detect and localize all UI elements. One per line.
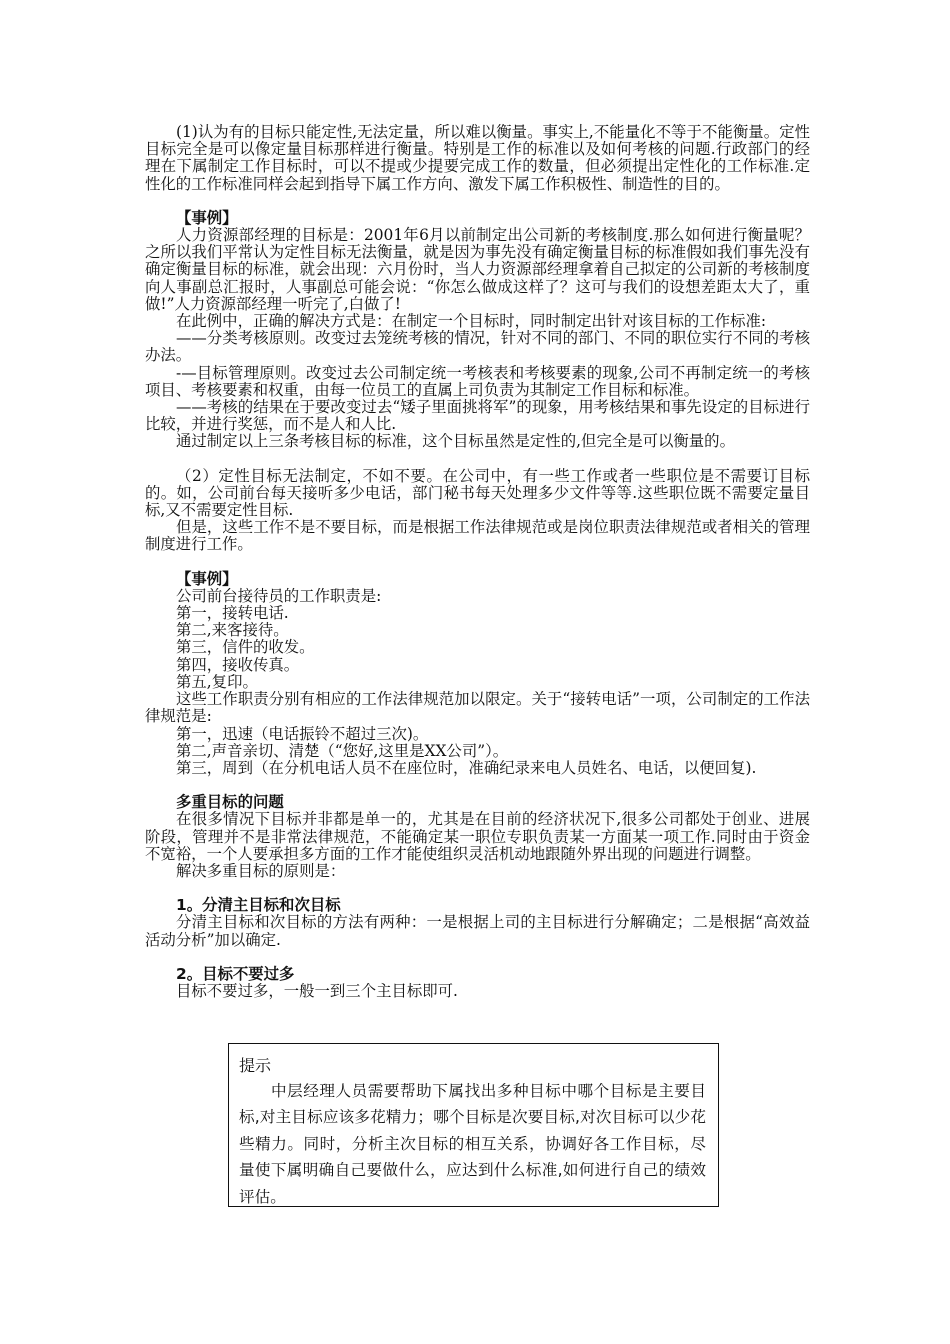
multi-goal-heading: 多重目标的问题 [176, 793, 284, 812]
rule-item: 第三，周到（在分机电话人员不在座位时，准确纪录来电人员姓名、电话，以便回复). [176, 758, 757, 777]
multi-goal-para1: 在很多情况下目标并非都是单一的，尤其是在目前的经济状况下,很多公司都处于创业、进展阶段，管理并不是非常法律规范，不能确定某一职位专职负责某一方面某一项工作.同时由于资金不宽裕，一个人要承担多方面的工作才能使组织灵活机动地跟随外界出现的问题进行调整。 [145, 810, 810, 863]
principle-2-heading: 2。目标不要过多 [176, 964, 295, 983]
example1-para2: 在此例中，正确的解决方式是：在制定一个目标时，同时制定出针对该目标的工作标准: [176, 312, 767, 331]
rule-item: 第二,声音亲切、清楚（“您好,这里是XX公司”）。 [176, 741, 509, 760]
tip-title: 提示 [239, 1056, 272, 1075]
example1-para4: -—目标管理原则。改变过去公司制定统一考核表和考核要素的现象,公司不再制定统一的考核项目、考核要素和权重，由每一位员工的直属上司负责为其制定工作目标和标准。 [145, 363, 810, 399]
rules-intro: 这些工作职责分别有相应的工作法律规范加以限定。关于“接转电话”一项，公司制定的工作法律规范是: [145, 690, 810, 726]
duty-item: 第二,来客接待。 [176, 621, 289, 640]
duty-item: 第五,复印。 [176, 672, 258, 691]
tip-body: 中层经理人员需要帮助下属找出多种目标中哪个目标是主要目标,对主目标应该多花精力；哪个目标是次要目标,对次目标可以少花些精力。同时，分析主次目标的相互关系，协调好各工作目标，尽量使下属明确自己要做什么，应达到什么标准,如何进行自己的绩效评估。 [239, 1082, 706, 1206]
principle-1-heading: 1。分清主目标和次目标 [176, 896, 341, 915]
duty-item: 第三，信件的收发。 [176, 638, 315, 657]
example1-para1: 人力资源部经理的目标是：2001年6月以前制定出公司新的考核制度.那么如何进行衡量呢？之所以我们平常认为定性目标无法衡量，就是因为事先没有确定衡量目标的标准假如我们事先没有确定衡量目标的标准，就会出现：六月份时，当人力资源部经理拿着自己拟定的公司新的考核制度向人事副总汇报时，人事副总可能会说：“你怎么做成这样了？这可与我们的设想差距太大了，重做!”人力资源部经理一听完了,白做了! [145, 226, 810, 313]
principle-1-body: 分清主目标和次目标的方法有两种：一是根据上司的主目标进行分解确定；二是根据“高效益活动分析”加以确定. [145, 913, 810, 949]
example1-para3: ——分类考核原则。改变过去笼统考核的情况，针对不同的部门、不同的职位实行不同的考核办法。 [145, 329, 810, 365]
example2-intro: 公司前台接待员的工作职责是: [176, 586, 382, 605]
principle-2-body: 目标不要过多，一般一到三个主目标即可. [176, 981, 458, 1000]
section1-para1: (1)认为有的目标只能定性,无法定量，所以难以衡量。事实上,不能量化不等于不能衡量。定性目标完全是可以像定量目标那样进行衡量。特别是工作的标准以及如何考核的问题.行政部门的经理在下属制定工作目标时，可以不提或少提要完成工作的数量，但必须提出定性化的工作标准.定性化的工作标准同样会起到指导下属工作方向、激发下属工作积极性、制造性的目的。 [145, 123, 810, 193]
example-heading-2: 【事例】 [176, 569, 238, 588]
example-heading-1: 【事例】 [176, 208, 238, 227]
example1-para5: ——考核的结果在于要改变过去“矮子里面挑将军”的现象，用考核结果和事先设定的目标进行比较，并进行奖惩，而不是人和人比. [145, 398, 810, 434]
duty-item: 第四，接收传真。 [176, 655, 300, 674]
rule-item: 第一，迅速（电话振铃不超过三次)。 [176, 724, 429, 743]
example1-para6: 通过制定以上三条考核目标的标准，这个目标虽然是定性的,但完全是可以衡量的。 [176, 432, 735, 451]
duty-item: 第一，接转电话. [176, 604, 289, 623]
section2-para1: （2）定性目标无法制定，不如不要。在公司中，有一些工作或者一些职位是不需要订目标的。如，公司前台每天接听多少电话，部门秘书每天处理多少文件等等.这些职位既不需要定量目标,又不需要定性目标. [145, 466, 810, 520]
multi-goal-para2: 解决多重目标的原则是： [176, 861, 346, 880]
section2-para2: 但是，这些工作不是不要目标，而是根据工作法律规范或是岗位职责法律规范或者相关的管理制度进行工作。 [145, 518, 810, 554]
document-body [145, 124, 810, 1000]
tip-box [228, 1043, 719, 1207]
